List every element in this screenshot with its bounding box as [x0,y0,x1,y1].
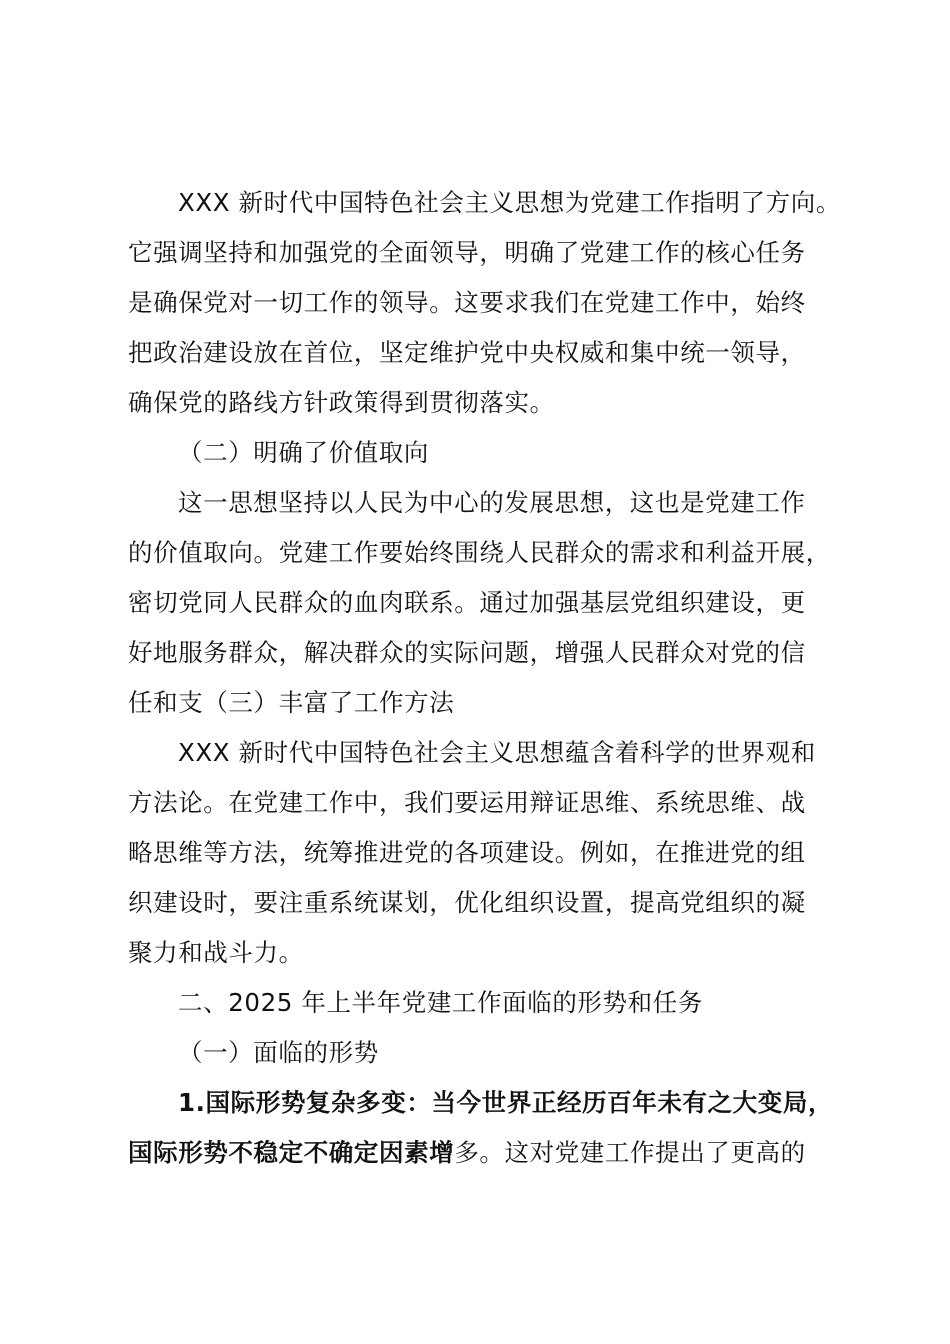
text-line: 略思维等方法，统筹推进党的各项建设。例如，在推进党的组 [128,838,806,867]
text-continuation: 多。这对党建工作提出了更高的 [454,1138,806,1167]
paragraph-international-situation [128,1078,854,1178]
paragraph-party-building-direction [128,178,854,428]
section-heading-situation-and-tasks: 二、2025 年上半年党建工作面临的形势和任务 [178,988,703,1017]
text-line [128,1128,854,1178]
text-line: 密切党同人民群众的血肉联系。通过加强基层党组织建设，更 [128,588,806,617]
subheading-situation: （一）面临的形势 [178,1038,379,1067]
paragraph-people-centered [128,478,854,728]
text-line: XXX 新时代中国特色社会主义思想蕴含着科学的世界观和 [178,738,816,767]
bold-lead-text: 1.国际形势复杂多变：当今世界正经历百年未有之大变局， [178,1088,834,1117]
bold-lead-text: 国际形势不稳定不确定因素增 [128,1138,455,1167]
document-page [128,178,854,1178]
text-line: 任和支（三）丰富了工作方法 [128,688,455,717]
text-line: 方法论。在党建工作中，我们要运用辩证思维、系统思维、战 [128,788,806,817]
heading-value-orientation: （二）明确了价值取向 [178,438,429,467]
paragraph-working-methods [128,728,854,978]
text-line: 它强调坚持和加强党的全面领导，明确了党建工作的核心任务 [128,238,806,267]
text-line: 聚力和战斗力。 [128,938,304,967]
text-line: 把政治建设放在首位，坚定维护党中央权威和集中统一领导， [128,338,806,367]
text-line: XXX 新时代中国特色社会主义思想为党建工作指明了方向。 [178,188,841,217]
text-line: 的价值取向。党建工作要始终围绕人民群众的需求和利益开展， [128,538,831,567]
text-line: 织建设时，要注重系统谋划，优化组织设置，提高党组织的凝 [128,888,806,917]
text-line: 确保党的路线方针政策得到贯彻落实。 [128,388,555,417]
text-line: 这一思想坚持以人民为中心的发展思想，这也是党建工作 [178,488,806,517]
text-line: 好地服务群众，解决群众的实际问题，增强人民群众对党的信 [128,638,806,667]
text-line: 是确保党对一切工作的领导。这要求我们在党建工作中，始终 [128,288,806,317]
